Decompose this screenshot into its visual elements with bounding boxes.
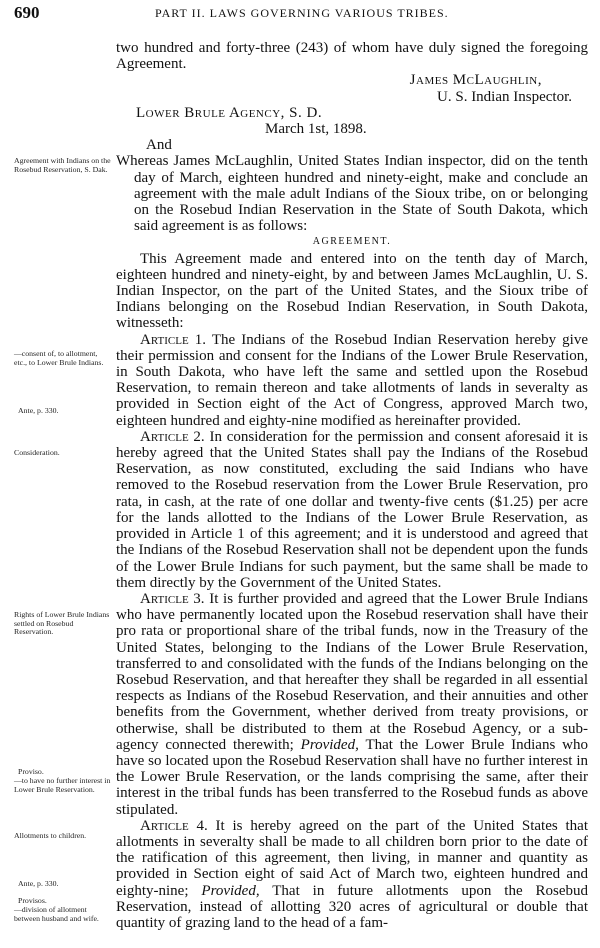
margin-note-allotments-children: Allotments to children. (14, 831, 87, 840)
margin-note-ante-2: Ante, p. 330. (18, 879, 59, 888)
signer-title: U. S. Indian Inspector. (437, 88, 572, 105)
page-number: 690 (14, 3, 40, 22)
article-2-label: Article 2. (140, 428, 205, 445)
agreement-heading: AGREEMENT. (312, 236, 392, 248)
article-4 (116, 818, 588, 931)
article-4-label: Article 4. (140, 817, 208, 834)
page-header (0, 3, 600, 25)
intro-paragraph: two hundred and forty-three (243) of whom have duly signed the foregoing Agreement. (116, 40, 588, 73)
article-1-text: The Indians of the Rosebud Indian Reservation hereby give their permission and consent for the Indians of the Lower Brule Reservation, in South Dakota, who have left the same and settled upon the Rosebud Reservation, to remain thereon and take allotments of lands in severalty as provided in Section eight of the Act of Congress, approved March two, eighteen hundred and eighty-nine modified as hereinafter provided. (116, 331, 588, 429)
margin-note-division: —division of allotment between husband and wife. (14, 905, 99, 923)
article-2-text: In consideration for the permission and consent aforesaid it is hereby agreed that the United States shall pay the Indians of the Rosebud Reservation, as now constituted, excluding the said Indians who have removed to the Rosebud reservation from the Lower Brule Reservation, pro rata, in cash, at the rate of one dollar and twenty-five cents ($1.25) per acre for the lands allotted to the Indians of the Lower Brule Reservation, as provided in Article 1 of this agreement; and it is understood and agreed that the Indians of the Rosebud Reservation shall not be dependent upon the funds of the Lower Brule Indians for such payment, but the same shall be made to them directly by the Government of the United States. (116, 428, 589, 591)
article-1 (116, 332, 588, 429)
article-4-text-b: That in future allotments upon the Rosebud Reservation, instead of allotting 320 acres of agricultural or double that quantity of grazing land to the head of a fam- (116, 882, 589, 931)
running-head: PART II. LAWS GOVERNING VARIOUS TRIBES. (155, 6, 449, 20)
whereas-paragraph: Whereas James McLaughlin, United States Indian inspector, did on the tenth day of March, eighteen hundred and ninety-eight, make and conclude an agreement with the male adult Indians of the Sioux tribe, on or belonging on the Rosebud Indian Reservation in the State of South Dakota, which said agreement is as follows: (116, 153, 588, 235)
article-3-text-a: It is further provided and agreed that the Lower Brule Indians who have permanently located upon the Rosebud reservation shall have their pro rata or proportional share of the tribal funds, now in the Treasury of the United States, belonging to the Indians of the Lower Brule Reservation, transferred to and consolidated with the funds of the Indians belonging on the Rosebud Reservation, and that hereafter they shall be regarded in all essential respects as Indians of the Rosebud Reservation, and their annuities and other benefits from the Government, whether derived from treaty provisions, or otherwise, shall be distributed to them at the Rosebud Agency, or a sub-agency connected therewith; (116, 590, 589, 753)
signer-name: James McLaughlin, (409, 72, 542, 89)
margin-note-consent: —consent of, to allotment, etc., to Lower Brule Indians. (14, 349, 104, 367)
article-4-text-a: It is hereby agreed on the part of the United States that allotments in severalty shall be made to all children born prior to the date of the ratification of this agreement, then living, in manner and quantity as provided in Section eight of said Act of March two, eighteen hundred and eighty-nine; (116, 817, 589, 899)
article-3 (116, 591, 588, 818)
and-line: And (146, 137, 172, 154)
margin-note-provisos: Provisos. (18, 896, 47, 905)
article-3-label: Article 3. (140, 590, 205, 607)
margin-note-agreement: Agreement with Indians on the Rosebud Reservation, S. Dak. (14, 156, 111, 174)
agency-place: Lower Brule Agency, S. D. (136, 104, 323, 121)
agency-date: March 1st, 1898. (265, 121, 367, 138)
margin-note-no-further-interest: —to have no further interest in Lower Brule Reservation. (14, 776, 111, 794)
margin-note-ante-1: Ante, p. 330. (18, 406, 59, 415)
margin-note-consideration: Consideration. (14, 448, 60, 457)
margin-note-proviso: Proviso. (18, 767, 44, 776)
article-3-provided: Provided, (300, 736, 359, 753)
article-4-provided: Provided, (201, 882, 260, 899)
preamble-paragraph: This Agreement made and entered into on the tenth day of March, eighteen hundred and ninety-eight, by and between James McLaughlin, U. S. Indian Inspector, on the part of the United States, and the Sioux tribe of Indians belonging on the Rosebud Indian Reservation, in South Dakota, witnesseth: (116, 250, 588, 332)
article-2 (116, 429, 588, 591)
main-text (116, 40, 588, 931)
article-3-text-b: That the Lower Brule Indians who have so located upon the Rosebud Reservation shall have no further interest in the Lower Brule Reservation, or the lands comprising the same, after their interest in the tribal funds has been transferred to the Rosebud funds as above stipulated. (116, 736, 588, 818)
article-1-label: Article 1. (140, 331, 207, 348)
margin-note-rights: Rights of Lower Brule Indians settled on Rosebud Reservation. (14, 610, 110, 637)
